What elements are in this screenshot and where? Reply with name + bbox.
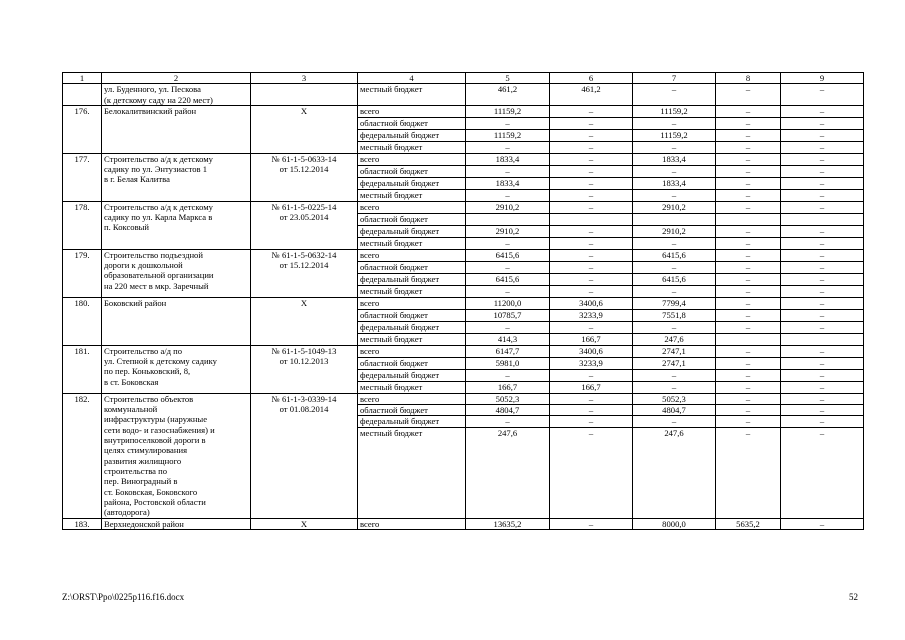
amount-cell: –: [550, 369, 633, 381]
amount-cell: –: [550, 321, 633, 333]
amount-cell: 5052,3: [466, 393, 550, 404]
amount-cell: [550, 213, 633, 225]
amount-cell: 5052,3: [633, 393, 716, 404]
amount-cell: –: [781, 117, 864, 129]
budget-source: федеральный бюджет: [358, 225, 466, 237]
amount-cell: –: [781, 105, 864, 117]
table-row: [63, 201, 864, 213]
amount-cell: –: [781, 297, 864, 309]
amount-cell: –: [466, 416, 550, 427]
amount-cell: –: [466, 321, 550, 333]
amount-cell: –: [466, 141, 550, 153]
amount-cell: –: [550, 105, 633, 117]
amount-cell: –: [781, 177, 864, 189]
header-cell: 7: [633, 73, 716, 84]
amount-cell: [781, 333, 864, 345]
budget-source: федеральный бюджет: [358, 416, 466, 427]
amount-cell: 2747,1: [633, 357, 716, 369]
page-number: 52: [849, 592, 858, 602]
object-name: Боковский район: [102, 297, 251, 345]
amount-cell: –: [781, 129, 864, 141]
amount-cell: –: [716, 416, 781, 427]
amount-cell: 247,6: [633, 427, 716, 518]
registration: [251, 84, 358, 106]
amount-cell: 1833,4: [466, 153, 550, 165]
amount-cell: –: [716, 105, 781, 117]
amount-cell: –: [781, 273, 864, 285]
amount-cell: 1833,4: [633, 153, 716, 165]
amount-cell: –: [716, 165, 781, 177]
amount-cell: 461,2: [466, 84, 550, 106]
amount-cell: –: [633, 285, 716, 297]
amount-cell: 10785,7: [466, 309, 550, 321]
budget-source: всего: [358, 518, 466, 529]
amount-cell: –: [633, 416, 716, 427]
amount-cell: –: [550, 165, 633, 177]
row-number: 179.: [63, 249, 102, 297]
table-row: [63, 249, 864, 261]
amount-cell: –: [550, 285, 633, 297]
budget-source: федеральный бюджет: [358, 273, 466, 285]
budget-source: всего: [358, 105, 466, 117]
amount-cell: –: [781, 84, 864, 106]
amount-cell: –: [466, 165, 550, 177]
object-name: Строительство а/д по ул. Степной к детскому садику по пер. Коньковский, 8, в ст. Боковская: [102, 345, 251, 393]
budget-source: местный бюджет: [358, 189, 466, 201]
amount-cell: –: [550, 141, 633, 153]
amount-cell: 1833,4: [633, 177, 716, 189]
amount-cell: –: [781, 518, 864, 529]
amount-cell: 7551,8: [633, 309, 716, 321]
amount-cell: [466, 213, 550, 225]
amount-cell: –: [781, 369, 864, 381]
registration: Х: [251, 518, 358, 529]
object-name: Верхнедонской район: [102, 518, 251, 529]
amount-cell: –: [550, 273, 633, 285]
budget-source: всего: [358, 153, 466, 165]
budget-source: областной бюджет: [358, 357, 466, 369]
amount-cell: 6415,6: [633, 273, 716, 285]
amount-cell: 2910,2: [633, 225, 716, 237]
amount-cell: –: [716, 177, 781, 189]
amount-cell: 2910,2: [633, 201, 716, 213]
budget-source: федеральный бюджет: [358, 321, 466, 333]
budget-table: [62, 72, 864, 530]
amount-cell: –: [716, 84, 781, 106]
table-row: [63, 297, 864, 309]
amount-cell: 3233,9: [550, 357, 633, 369]
row-number: 180.: [63, 297, 102, 345]
amount-cell: [781, 213, 864, 225]
amount-cell: –: [716, 129, 781, 141]
amount-cell: 11200,0: [466, 297, 550, 309]
amount-cell: –: [550, 189, 633, 201]
amount-cell: –: [781, 405, 864, 416]
amount-cell: 3400,6: [550, 345, 633, 357]
row-number: 178.: [63, 201, 102, 249]
amount-cell: –: [716, 405, 781, 416]
amount-cell: –: [716, 369, 781, 381]
amount-cell: –: [550, 261, 633, 273]
amount-cell: –: [781, 416, 864, 427]
registration: № 61-1-5-0225-14 от 23.05.2014: [251, 201, 358, 249]
header-cell: 2: [102, 73, 251, 84]
header-cell: 3: [251, 73, 358, 84]
amount-cell: –: [466, 117, 550, 129]
amount-cell: –: [781, 237, 864, 249]
budget-source: областной бюджет: [358, 261, 466, 273]
amount-cell: [716, 333, 781, 345]
budget-source: местный бюджет: [358, 237, 466, 249]
registration: № 61-1-3-0339-14 от 01.08.2014: [251, 393, 358, 518]
object-name: Строительство объектов коммунальной инфраструктуры (наружные сети водо- и газоснабжения) и внутрипоселковой дороги в целях стимулирования развития жилищного строительства по пер. Виноградный в ст. Боковская, Боковского района, Ростовской области (автодорога): [102, 393, 251, 518]
registration: Х: [251, 105, 358, 153]
budget-source: местный бюджет: [358, 427, 466, 518]
budget-source: федеральный бюджет: [358, 129, 466, 141]
budget-source: всего: [358, 201, 466, 213]
amount-cell: –: [550, 117, 633, 129]
amount-cell: –: [716, 201, 781, 213]
amount-cell: –: [781, 345, 864, 357]
amount-cell: –: [633, 321, 716, 333]
amount-cell: 3400,6: [550, 297, 633, 309]
table-row: [63, 153, 864, 165]
amount-cell: –: [716, 285, 781, 297]
budget-source: местный бюджет: [358, 285, 466, 297]
amount-cell: –: [633, 141, 716, 153]
amount-cell: 6415,6: [633, 249, 716, 261]
object-name: Строительство а/д к детскому садику по ул. Энтузиастов 1 в г. Белая Калитва: [102, 153, 251, 201]
amount-cell: –: [781, 189, 864, 201]
amount-cell: 11159,2: [466, 105, 550, 117]
amount-cell: –: [550, 225, 633, 237]
header-cell: 5: [466, 73, 550, 84]
budget-source: областной бюджет: [358, 165, 466, 177]
amount-cell: 7799,4: [633, 297, 716, 309]
amount-cell: –: [633, 117, 716, 129]
amount-cell: –: [716, 393, 781, 404]
budget-source: всего: [358, 393, 466, 404]
budget-source: местный бюджет: [358, 141, 466, 153]
amount-cell: 461,2: [550, 84, 633, 106]
registration: № 61-1-5-1049-13 от 10.12.2013: [251, 345, 358, 393]
amount-cell: –: [781, 381, 864, 393]
budget-source: всего: [358, 345, 466, 357]
amount-cell: –: [550, 153, 633, 165]
budget-source: областной бюджет: [358, 213, 466, 225]
amount-cell: –: [716, 117, 781, 129]
amount-cell: 5981,0: [466, 357, 550, 369]
object-name: Строительство а/д к детскому садику по ул. Карла Маркса в п. Коксовый: [102, 201, 251, 249]
object-name: ул. Буденного, ул. Пескова (к детскому саду на 220 мест): [102, 84, 251, 106]
budget-source: местный бюджет: [358, 333, 466, 345]
amount-cell: –: [781, 285, 864, 297]
row-number: 182.: [63, 393, 102, 518]
amount-cell: 6147,7: [466, 345, 550, 357]
amount-cell: 8000,0: [633, 518, 716, 529]
amount-cell: –: [716, 357, 781, 369]
amount-cell: [716, 213, 781, 225]
row-number: 183.: [63, 518, 102, 529]
header-cell: 9: [781, 73, 864, 84]
registration: № 61-1-5-0632-14 от 15.12.2014: [251, 249, 358, 297]
budget-source: областной бюджет: [358, 309, 466, 321]
amount-cell: –: [781, 249, 864, 261]
amount-cell: –: [550, 249, 633, 261]
amount-cell: –: [716, 261, 781, 273]
amount-cell: –: [550, 237, 633, 249]
amount-cell: 2910,2: [466, 201, 550, 213]
amount-cell: –: [781, 225, 864, 237]
amount-cell: –: [781, 427, 864, 518]
object-name: Строительство подъездной дороги к дошкольной образовательной организации на 220 мест в мкр. Заречный: [102, 249, 251, 297]
table-row: [63, 105, 864, 117]
amount-cell: 13635,2: [466, 518, 550, 529]
budget-source: всего: [358, 297, 466, 309]
amount-cell: –: [466, 261, 550, 273]
file-path: Z:\ORST\Ppo\0225p116.f16.docx: [62, 592, 185, 602]
header-cell: 8: [716, 73, 781, 84]
amount-cell: –: [716, 273, 781, 285]
row-number: 181.: [63, 345, 102, 393]
amount-cell: 166,7: [550, 381, 633, 393]
amount-cell: –: [550, 427, 633, 518]
amount-cell: –: [716, 427, 781, 518]
amount-cell: –: [550, 416, 633, 427]
amount-cell: –: [466, 189, 550, 201]
amount-cell: –: [781, 201, 864, 213]
amount-cell: 11159,2: [633, 129, 716, 141]
amount-cell: –: [716, 381, 781, 393]
object-name: Белокалитвинский район: [102, 105, 251, 153]
amount-cell: –: [716, 309, 781, 321]
header-cell: 6: [550, 73, 633, 84]
row-number: 176.: [63, 105, 102, 153]
amount-cell: –: [633, 84, 716, 106]
amount-cell: 166,7: [466, 381, 550, 393]
amount-cell: –: [781, 393, 864, 404]
amount-cell: –: [781, 165, 864, 177]
budget-source: областной бюджет: [358, 117, 466, 129]
amount-cell: –: [716, 297, 781, 309]
amount-cell: –: [716, 237, 781, 249]
amount-cell: –: [781, 153, 864, 165]
amount-cell: 1833,4: [466, 177, 550, 189]
budget-source: местный бюджет: [358, 381, 466, 393]
amount-cell: –: [550, 129, 633, 141]
amount-cell: –: [633, 165, 716, 177]
amount-cell: –: [716, 345, 781, 357]
registration: № 61-1-5-0633-14 от 15.12.2014: [251, 153, 358, 201]
amount-cell: 6415,6: [466, 249, 550, 261]
amount-cell: –: [716, 189, 781, 201]
amount-cell: –: [716, 249, 781, 261]
amount-cell: –: [781, 357, 864, 369]
amount-cell: –: [716, 225, 781, 237]
table-row: [63, 393, 864, 404]
registration: Х: [251, 297, 358, 345]
amount-cell: 3233,9: [550, 309, 633, 321]
amount-cell: –: [550, 201, 633, 213]
amount-cell: –: [781, 309, 864, 321]
amount-cell: 247,6: [633, 333, 716, 345]
amount-cell: –: [633, 261, 716, 273]
budget-source: федеральный бюджет: [358, 177, 466, 189]
budget-source: местный бюджет: [358, 84, 466, 106]
amount-cell: –: [633, 381, 716, 393]
header-cell: 4: [358, 73, 466, 84]
amount-cell: 414,3: [466, 333, 550, 345]
table-row: [63, 84, 864, 106]
row-number: 177.: [63, 153, 102, 201]
amount-cell: 4804,7: [633, 405, 716, 416]
amount-cell: 6415,6: [466, 273, 550, 285]
amount-cell: –: [716, 153, 781, 165]
amount-cell: 4804,7: [466, 405, 550, 416]
amount-cell: 166,7: [550, 333, 633, 345]
amount-cell: 2747,1: [633, 345, 716, 357]
amount-cell: 11159,2: [466, 129, 550, 141]
table-row: [63, 345, 864, 357]
amount-cell: –: [550, 518, 633, 529]
amount-cell: –: [781, 261, 864, 273]
amount-cell: –: [781, 321, 864, 333]
amount-cell: 2910,2: [466, 225, 550, 237]
amount-cell: –: [716, 141, 781, 153]
amount-cell: 5635,2: [716, 518, 781, 529]
amount-cell: –: [716, 321, 781, 333]
row-number: [63, 84, 102, 106]
header-row: [63, 73, 864, 84]
amount-cell: –: [550, 393, 633, 404]
amount-cell: –: [466, 237, 550, 249]
amount-cell: 11159,2: [633, 105, 716, 117]
amount-cell: –: [633, 237, 716, 249]
amount-cell: [633, 213, 716, 225]
table-row: [63, 518, 864, 529]
budget-source: федеральный бюджет: [358, 369, 466, 381]
header-cell: 1: [63, 73, 102, 84]
amount-cell: –: [781, 141, 864, 153]
amount-cell: 247,6: [466, 427, 550, 518]
budget-source: всего: [358, 249, 466, 261]
amount-cell: –: [550, 177, 633, 189]
amount-cell: –: [633, 189, 716, 201]
amount-cell: –: [550, 405, 633, 416]
amount-cell: –: [633, 369, 716, 381]
amount-cell: –: [466, 369, 550, 381]
budget-source: областной бюджет: [358, 405, 466, 416]
amount-cell: –: [466, 285, 550, 297]
